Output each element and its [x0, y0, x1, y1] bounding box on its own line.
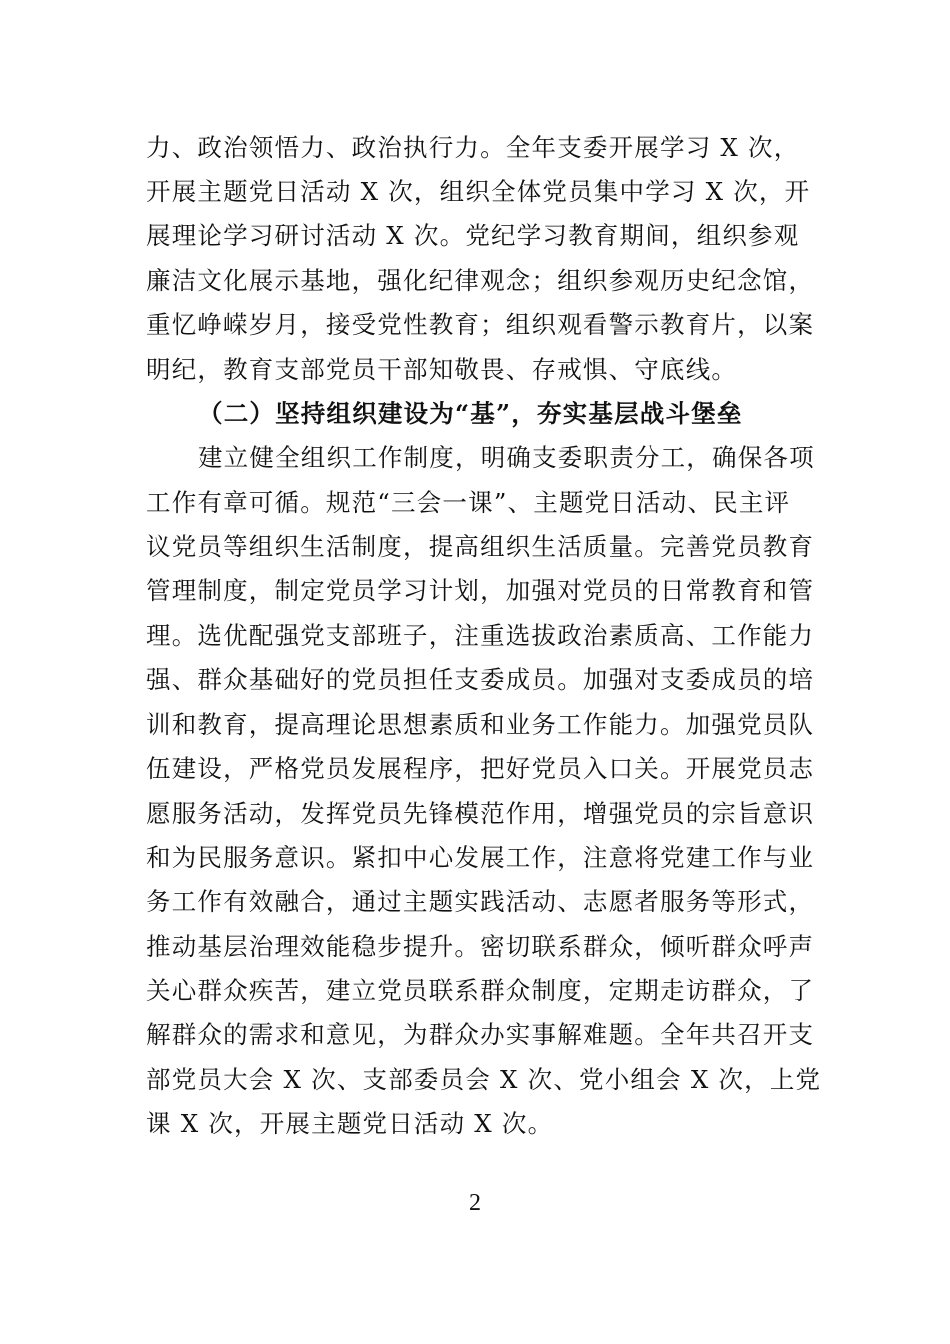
- paragraph-line: 展理论学习研讨活动 X 次。党纪学习教育期间，组织参观: [146, 221, 800, 250]
- paragraph-line: 解群众的需求和意见，为群众办实事解难题。全年共召开支: [146, 1020, 815, 1049]
- paragraph-line: 建立健全组织工作制度，明确支委职责分工，确保各项: [198, 443, 815, 472]
- paragraph-line: 和为民服务意识。紧扣中心发展工作，注意将党建工作与业: [146, 843, 815, 872]
- paragraph-line: 力、政治领悟力、政治执行力。全年支委开展学习 X 次，: [146, 133, 800, 162]
- paragraph-line: 开展主题党日活动 X 次，组织全体党员集中学习 X 次，开: [146, 177, 811, 206]
- paragraph-line: 强、群众基础好的党员担任支委成员。加强对支委成员的培: [146, 665, 815, 694]
- paragraph-line: 工作有章可循。规范“三会一课”、主题党日活动、民主评: [146, 488, 791, 517]
- paragraph-line: 务工作有效融合，通过主题实践活动、志愿者服务等形式，: [146, 887, 815, 916]
- paragraph-line: 训和教育，提高理论思想素质和业务工作能力。加强党员队: [146, 710, 815, 739]
- page-number: 2: [469, 1190, 481, 1216]
- paragraph-line: 愿服务活动，发挥党员先锋模范作用，增强党员的宗旨意识: [146, 799, 815, 828]
- paragraph-line: 重忆峥嵘岁月，接受党性教育；组织观看警示教育片，以案: [146, 310, 815, 339]
- paragraph-line: 关心群众疾苦，建立党员联系群众制度，定期走访群众，了: [146, 976, 815, 1005]
- paragraph-line: 推动基层治理效能稳步提升。密切联系群众，倾听群众呼声: [146, 932, 815, 961]
- paragraph-line: 理。选优配强党支部班子，注重选拔政治素质高、工作能力: [146, 621, 815, 650]
- paragraph-line: 部党员大会 X 次、支部委员会 X 次、党小组会 X 次，上党: [146, 1065, 822, 1094]
- paragraph-line: 廉洁文化展示基地，强化纪律观念；组织参观历史纪念馆，: [146, 266, 815, 295]
- paragraph-line: 管理制度，制定党员学习计划，加强对党员的日常教育和管: [146, 576, 815, 605]
- paragraph-line: 伍建设，严格党员发展程序，把好党员入口关。开展党员志: [146, 754, 815, 783]
- paragraph-line: 明纪，教育支部党员干部知敬畏、存戒惧、守底线。: [146, 355, 738, 384]
- paragraph-line: 议党员等组织生活制度，提高组织生活质量。完善党员教育: [146, 532, 815, 561]
- section-heading: （二）坚持组织建设为“基”，夯实基层战斗堡垒: [198, 399, 743, 428]
- paragraph-line: 课 X 次，开展主题党日活动 X 次。: [146, 1109, 554, 1138]
